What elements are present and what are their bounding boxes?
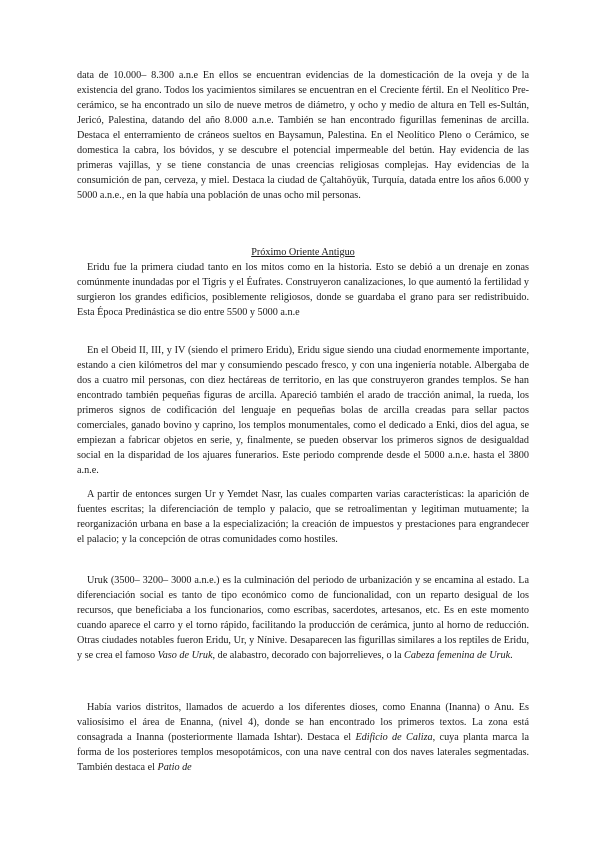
districts-text-1: Había varios distritos, llamados de acuerdo a los diferentes dioses, como Enanna (Inanna) o Anu. Es valiosísimo el área de Enanna, (nivel 4), donde se han encontrado los primeros textos. La zona está consagrada a Inanna (posteriormente llamada Ishtar). Destaca el: [77, 702, 529, 743]
uruk-text-1: Uruk (3500– 3200– 3000 a.n.e.) es la culminación del periodo de urbanización y se encamina al estado. La diferenciación social es tanto de tipo económico como de funcionalidad, con un reparto desigual de los recursos, que beneficiaba a los funcionarios, como escribas, sacerdotes, artesanos, etc. Es en este momento cuando aparece el carro y el torno rápido, facilitando la producción de cerámica, junto al horno de reducción. Otras ciudades notables fueron Eridu, Ur, y Nínive. Desaparecen las figurillas similares a los reptiles de Eridu, y se crea el famoso: [77, 575, 529, 661]
paragraph-obeid: En el Obeid II, III, y IV (siendo el primero Eridu), Eridu sigue siendo una ciudad enormemente importante, estando a cien kilómetros del mar y consumiendo pescado fresco, y con una ingeniería notable. Albergaba de dos a cuatro mil personas, con diez hectáreas de territorio, en las que construyeron grandes templos. Se han encontrado también pequeñas figuras de arcilla. Apareció también el arado de tracción animal, la rueda, los primeros signos de codificación del lenguaje en pequeñas bolas de arcilla creadas para sellar pactos comerciales, ganado bovino y caprino, los templos monumentales, como el dedicado a Enki, dios del agua, se empiezan a fabricar objetos en serie, y, finalmente, se pueden observar los primeros signos de desigualdad social en la disparidad de los ajuares funerarios. Este periodo comprende desde el 5000 a.n.e. hasta el 3800 a.n.e.: [77, 345, 529, 476]
vaso-de-uruk-title: Vaso de Uruk: [157, 650, 213, 661]
edificio-de-caliza-title: Edificio de Caliza: [355, 732, 433, 743]
uruk-text-3: .: [510, 650, 513, 661]
uruk-text-2: , de alabastro, decorado con bajorrelieves, o la: [212, 650, 405, 661]
patio-de-title: Patio de: [157, 762, 192, 773]
section-heading: Próximo Oriente Antiguo: [251, 247, 355, 258]
paragraph-neolithic: data de 10.000– 8.300 a.n.e En ellos se encuentran evidencias de la domesticación de la oveja y de la existencia del grano. Todos los yacimientos similares se encuentran en el Creciente fértil. En el Neolítico Pre-cerámico, se ha encontrado un silo de nueve metros de diámetro, y ocho y medio de altura en Tell es-Sultán, Jericó, Palestina, datando del año 8.000 a.n.e. También se han encontrado figurillas femeninas de arcilla. Destaca el enterramiento de cráneos sueltos en Baysamun, Palestina. En el Neolítico Pleno o Cerámico, se domestica la cabra, los bóvidos, y se descubre el potencial impermeable del betún. Hay evidencia de las primeras vajillas, y se tiene constancia de unas creencias religiosas complejas. Hay evidencias de la consumición de pan, cerveza, y miel. Destaca la ciudad de Çaltahöyük, Turquía, datada entre los años 6.000 y 5000 a.n.e., en la que había una población de unas ocho mil personas.: [77, 70, 529, 201]
paragraph-eridu: Eridu fue la primera ciudad tanto en los mitos como en la historia. Esto se debió a un drenaje en zonas comúnmente inundadas por el Tigris y el Éufrates. Construyeron canalizaciones, lo que aumentó la fertilidad y surgieron los grandes edificios, posiblemente religiosos, donde se guardaba el grano para ser redistribuido. Esta Época Predinástica se dio entre 5500 y 5000 a.n.e: [77, 262, 529, 318]
districts-text-2: , cuya planta marca la forma de los posteriores templos mesopotámicos, con una nave central con dos naves laterales segmentadas. También destaca el: [77, 732, 529, 773]
paragraph-districts: [77, 700, 529, 775]
cabeza-femenina-title: Cabeza femenina de Uruk: [404, 650, 511, 661]
paragraph-uruk: [77, 573, 529, 663]
paragraph-ur-yemdet-nasr: A partir de entonces surgen Ur y Yemdet Nasr, las cuales comparten varias características: la aparición de fuentes escritas; la diferenciación de templo y palacio, que se retroalimentan y legitiman mutuamente; la reorganización urbana en base a la especialización; la creación de impuestos y prestaciones para engrandecer el palacio; y la concepción de otras comunidades como hostiles.: [77, 489, 529, 545]
